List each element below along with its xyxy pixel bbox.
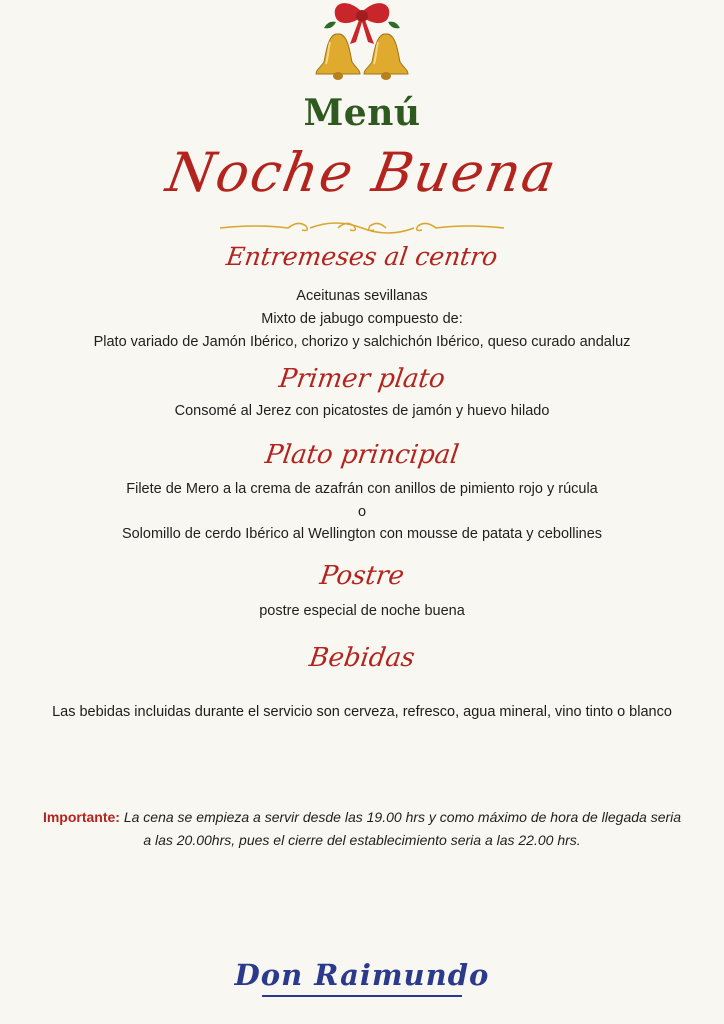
entremeses-line-3: Plato variado de Jamón Ibérico, chorizo y salchichón Ibérico, queso curado andaluz — [93, 334, 631, 350]
heading-bebidas: Bebidas — [307, 643, 417, 673]
page-title: Noche Buena — [161, 141, 563, 204]
christmas-bells-icon — [306, 0, 418, 86]
principal-line-3: Solomillo de cerdo Ibérico al Wellington con mousse de patata y cebollines — [121, 526, 603, 542]
heading-primer-plato: Primer plato — [277, 364, 447, 394]
logo-text: Don Raimundo — [234, 958, 490, 992]
primer-line-1: Consomé al Jerez con picatostes de jamón y huevo hilado — [174, 403, 550, 419]
heading-entremeses: Entremeses al centro — [224, 242, 500, 271]
logo — [0, 958, 724, 992]
principal-line-2: o — [357, 504, 367, 520]
important-label: Importante: — [42, 809, 120, 825]
principal-line-1: Filete de Mero a la crema de azafrán con anillos de pimiento rojo y rúcula — [126, 481, 598, 497]
bebidas-text: Las bebidas incluidas durante el servicio son cerveza, refresco, agua mineral, vino tinto o blanco — [52, 704, 672, 720]
logo-underline — [262, 995, 462, 997]
entremeses-line-1: Aceitunas sevillanas — [296, 288, 428, 304]
ornamental-divider — [218, 216, 506, 238]
heading-plato-principal: Plato principal — [263, 440, 461, 470]
entremeses-line-2: Mixto de jabugo compuesto de: — [261, 311, 463, 327]
postre-line-1: postre especial de noche buena — [259, 603, 465, 619]
menu-label: Menú — [303, 92, 421, 134]
heading-postre: Postre — [318, 561, 406, 591]
important-text: La cena se empieza a servir desde las 19.00 hrs y como máximo de hora de llegada seria a las 20.00hrs, pues el cierre del establecimiento seria a las 22.00 hrs. — [123, 809, 682, 848]
important-notice — [40, 806, 684, 852]
